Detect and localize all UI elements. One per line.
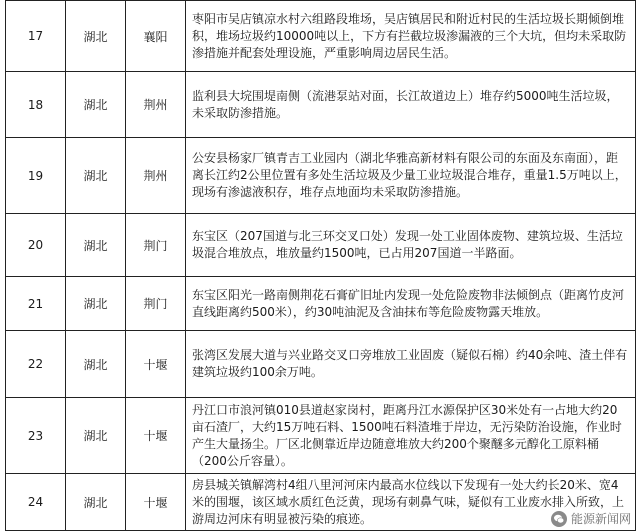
row-description: 张湾区发展大道与兴业路交叉口旁堆放工业固废（疑似石棉）约40余吨、渣土伴有建筑垃圾约100余万吨。 xyxy=(186,331,636,398)
row-description: 丹江口市浪河镇010县道赵家岗村，距离丹江水源保护区30米处有一占地大约20亩石渣厂，大约15万吨石料、1500吨石料渣堆于岸边，无污染防治设施，作业时产生大量扬尘。厂区北侧靠近岸边随意堆放大约200个聚醚多元醇化工原料桶（200公斤容量）。 xyxy=(186,398,636,474)
row-city: 荆门 xyxy=(126,214,186,277)
row-number: 20 xyxy=(6,214,66,277)
row-province: 湖北 xyxy=(66,1,126,72)
row-number: 22 xyxy=(6,331,66,398)
pollution-table xyxy=(5,0,636,531)
row-description: 枣阳市吴店镇凉水村六组路段堆场，吴店镇居民和附近村民的生活垃圾长期倾倒堆积，堆场垃圾约10000吨以上，下方有拦截垃圾渗漏液的三个大坑，但均未采取防渗措施并配套处理设施，严重影响周边居民生活。 xyxy=(186,1,636,72)
row-province: 湖北 xyxy=(66,72,126,138)
row-city: 襄阳 xyxy=(126,1,186,72)
row-number: 17 xyxy=(6,1,66,72)
row-number: 19 xyxy=(6,138,66,214)
watermark xyxy=(548,509,634,528)
row-province: 湖北 xyxy=(66,331,126,398)
row-city: 荆州 xyxy=(126,72,186,138)
row-province: 湖北 xyxy=(66,277,126,331)
table-row xyxy=(6,1,636,72)
table-row xyxy=(6,72,636,138)
row-city: 荆州 xyxy=(126,138,186,214)
row-description: 房县城关镇解湾村4组八里河河床内最高水位线以下发现有一处大约长20米、宽4米的围堰，该区域水质红色泛黄，现场有刺鼻气味，疑似有工业废水排入所致，上游周边河床有明显被污染的痕迹。 xyxy=(186,474,636,531)
row-number: 24 xyxy=(6,474,66,531)
table-row xyxy=(6,214,636,277)
row-city: 荆门 xyxy=(126,277,186,331)
row-number: 23 xyxy=(6,398,66,474)
row-description: 监利县大垸围堤南侧（流港泵站对面，长江故道边上）堆存约5000吨生活垃圾，未采取防渗措施。 xyxy=(186,72,636,138)
row-description: 东宝区（207国道与北三环交叉口处）发现一处工业固体废物、建筑垃圾、生活垃圾混合堆放点，堆放量约1500吨，已占用207国道一半路面。 xyxy=(186,214,636,277)
watermark-text: 能源新闻网 xyxy=(570,512,631,526)
table-row xyxy=(6,277,636,331)
table-row xyxy=(6,138,636,214)
table-row xyxy=(6,398,636,474)
row-province: 湖北 xyxy=(66,214,126,277)
wechat-icon xyxy=(551,511,567,527)
table-row xyxy=(6,331,636,398)
table-row xyxy=(6,474,636,531)
row-description: 公安县杨家厂镇青吉工业园内（湖北华雅高新材料有限公司的东面及东南面），距离长江约2公里位置有多处生活垃圾及少量工业垃圾混合堆存，重量1.5万吨以上，现场有渗滤液积存，堆存点地面均未采取防渗措施。 xyxy=(186,138,636,214)
row-province: 湖北 xyxy=(66,138,126,214)
row-description: 东宝区阳光一路南侧荆花石膏矿旧址内发现一处危险废物非法倾倒点（距离竹皮河直线距离约500米），约30吨油泥及含油抹布等危险废物露天堆放。 xyxy=(186,277,636,331)
row-province: 湖北 xyxy=(66,398,126,474)
row-city: 十堰 xyxy=(126,398,186,474)
row-number: 18 xyxy=(6,72,66,138)
row-city: 十堰 xyxy=(126,474,186,531)
row-city: 十堰 xyxy=(126,331,186,398)
row-number: 21 xyxy=(6,277,66,331)
row-province: 湖北 xyxy=(66,474,126,531)
